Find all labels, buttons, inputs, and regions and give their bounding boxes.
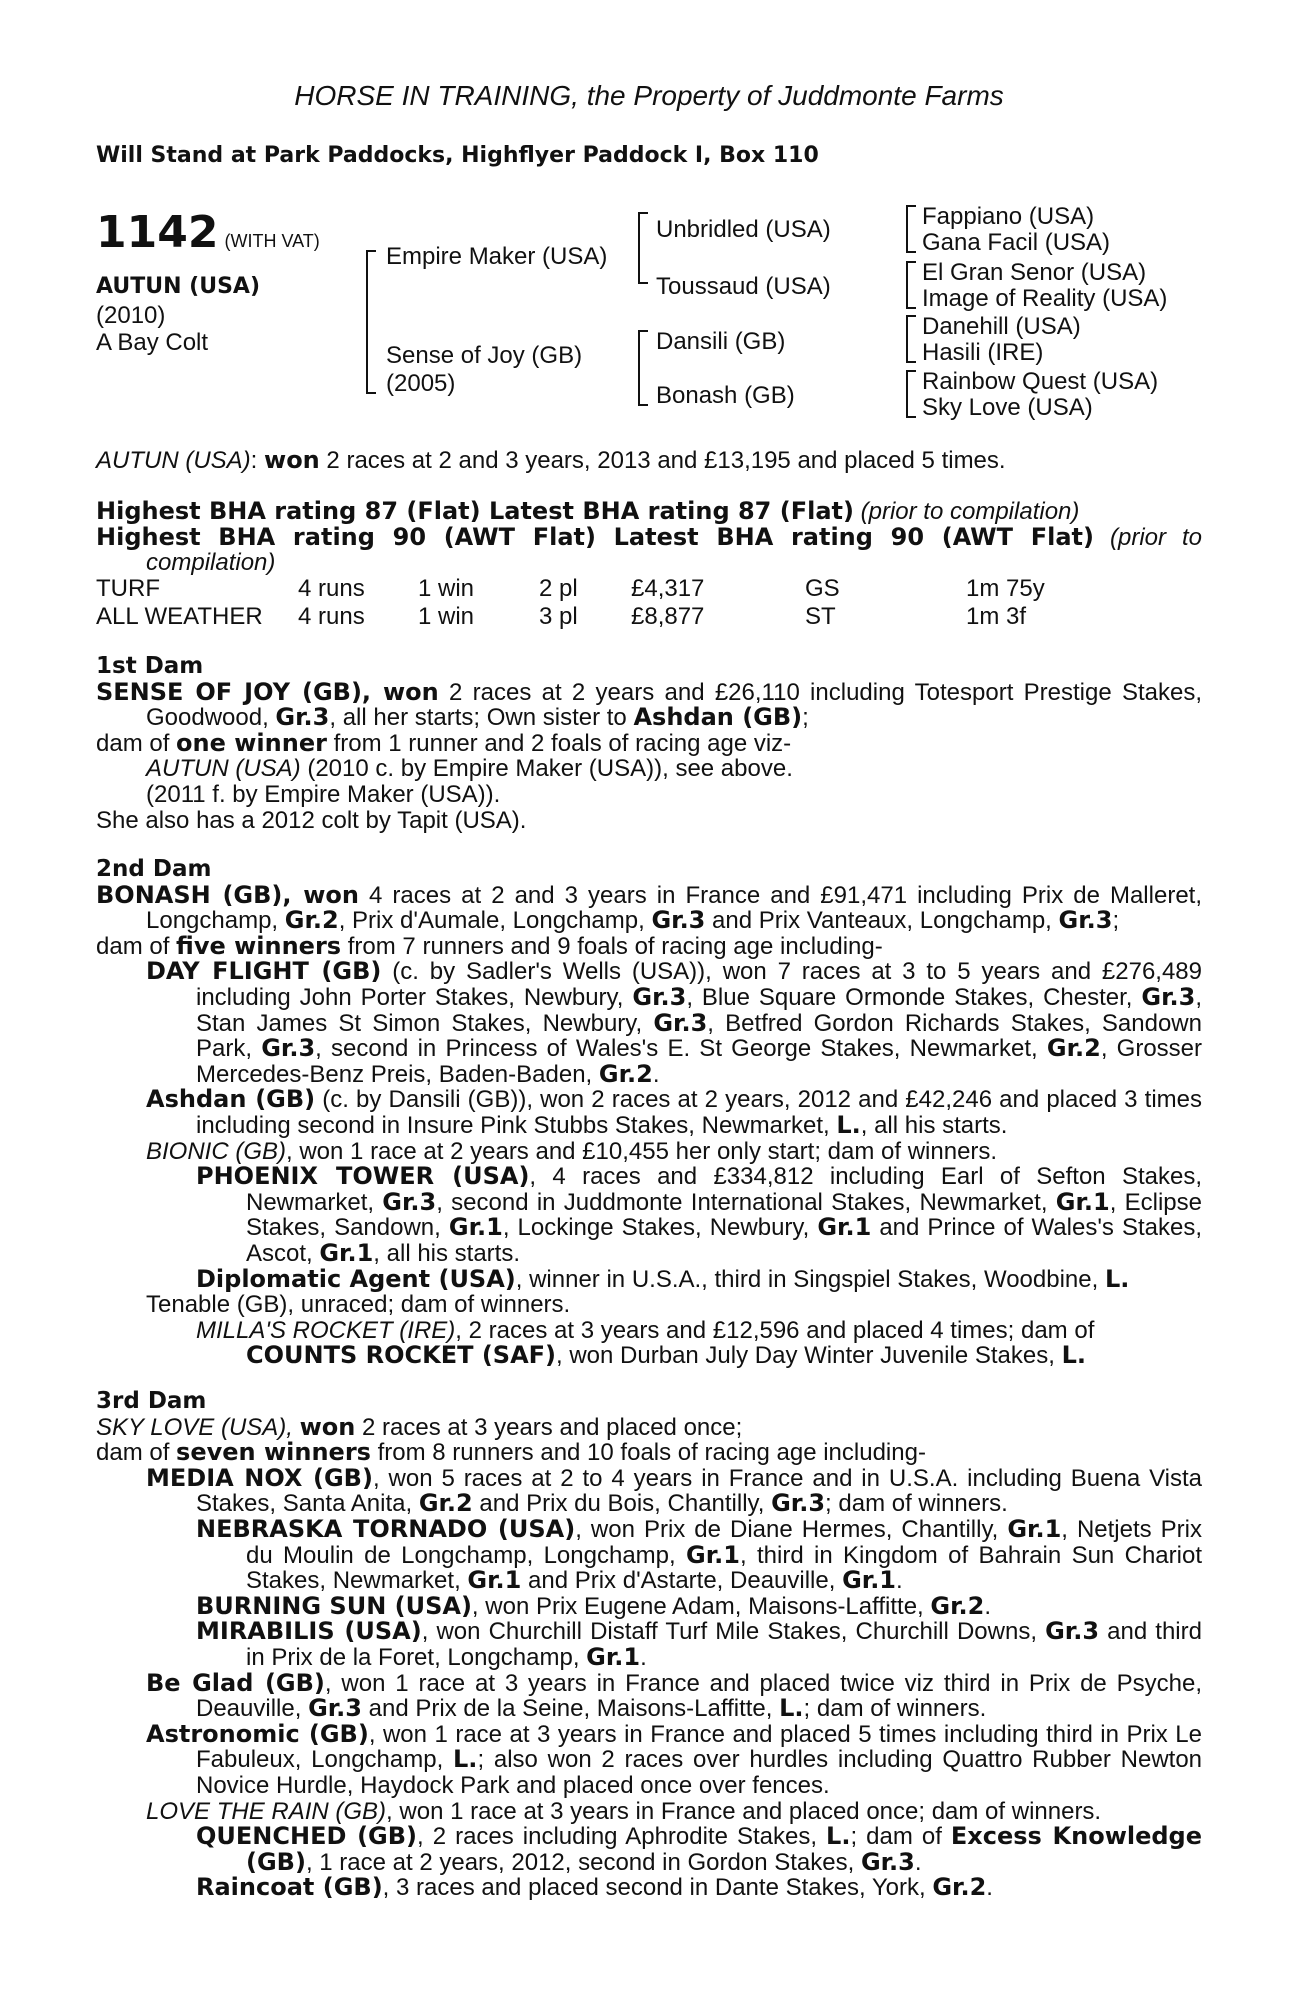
text-run: , winner in U.S.A., third in Singspiel Stakes, Woodbine, xyxy=(515,1265,1105,1293)
third-dam-grandproduce-entry xyxy=(96,1824,1202,1875)
text-run: Gr.2 xyxy=(1046,1034,1101,1063)
text-run: Gr.3 xyxy=(1058,906,1113,935)
first-dam-section xyxy=(96,654,1202,833)
text-run: PHOENIX TOWER (USA) xyxy=(196,1162,530,1191)
third-dam-section xyxy=(96,1389,1202,1901)
second-dam-produce-entry xyxy=(96,1087,1202,1138)
third-dam-produce-entry xyxy=(96,1463,1202,1518)
record-going: ST xyxy=(805,603,836,630)
text-run: , 4 races and £334,812 including Earl of Sefton Stakes, Newmarket, xyxy=(246,1163,1203,1216)
pedigree-bracket-dam xyxy=(638,330,648,406)
text-run: , Lockinge Stakes, Newbury, xyxy=(502,1214,818,1242)
race-summary xyxy=(96,448,1202,474)
text-run: ; also won 2 races over hurdles including Quattro Rubber Newton Novice Hurdle, Haydock Park and placed once over fences. xyxy=(196,1746,1203,1799)
pedigree-ds-dam: Hasili (IRE) xyxy=(922,339,1044,366)
text-run: Gr.3 xyxy=(860,1847,915,1876)
text-run: and Prince of Wales's Stakes, Ascot, xyxy=(246,1214,1202,1267)
text-run: from 1 runner and 2 foals of racing age viz- xyxy=(326,729,792,757)
text-run: seven winners xyxy=(176,1438,371,1467)
text-run: , 2 races at 3 years and £12,596 and placed 4 times; dam of xyxy=(455,1316,1095,1344)
text-run: Gr.2 xyxy=(930,1591,985,1620)
text-run: dam of xyxy=(96,1439,177,1467)
summary-text: 2 races at 2 and 3 years, 2013 and £13,195 and placed 5 times. xyxy=(319,447,1006,474)
third-dam-produce-entry xyxy=(96,1799,1202,1825)
text-run: Gr.3 xyxy=(632,982,687,1011)
text-run: Gr.3 xyxy=(382,1187,437,1216)
text-run: NEBRASKA TORNADO (USA) xyxy=(196,1514,576,1543)
text-run: . xyxy=(896,1567,903,1595)
text-run: COUNTS ROCKET (SAF) xyxy=(246,1341,557,1370)
record-runs: 4 runs xyxy=(298,603,365,630)
text-run: , third in Kingdom of Bahrain Sun Chariot Stakes, Newmarket, xyxy=(246,1541,1202,1595)
text-run: , won Prix Eugene Adam, Maisons-Laffitte, xyxy=(471,1592,931,1620)
text-run: 2 races at 3 years and placed once; xyxy=(355,1413,743,1441)
text-run: Gr.3 xyxy=(1045,1617,1100,1646)
text-run: Gr.1 xyxy=(586,1642,641,1671)
text-run: Excess Knowledge (GB) xyxy=(246,1822,1203,1876)
pedigree-dam-dam: Bonash (GB) xyxy=(656,382,795,409)
second-dam-produce-intro xyxy=(96,931,1202,960)
text-run: Gr.1 xyxy=(448,1213,503,1242)
record-surface: ALL WEATHER xyxy=(96,603,263,630)
pedigree-bracket-3a xyxy=(906,205,916,253)
record-placed: 3 pl xyxy=(539,603,578,630)
pedigree-bracket-3c xyxy=(906,315,916,363)
summary-horse-name: AUTUN (USA) xyxy=(96,447,251,474)
record-money: £8,877 xyxy=(631,603,705,630)
text-run: , 3 races and placed second in Dante Stakes, York, xyxy=(382,1874,933,1902)
text-run: , Netjets Prix du Moulin de Longchamp, Longchamp, xyxy=(246,1515,1202,1569)
record-row-all-weather xyxy=(96,603,1045,631)
text-run: Gr.1 xyxy=(467,1566,522,1595)
text-run: Gr.3 xyxy=(261,1034,316,1063)
record-distance: 1m 3f xyxy=(966,603,1027,630)
text-run: , Betfred Gordon Richards Stakes, Sandown Park, xyxy=(196,1009,1202,1063)
text-run: BONASH (GB), won xyxy=(96,880,359,909)
record-money: £4,317 xyxy=(631,575,705,602)
text-run: L. xyxy=(826,1822,851,1851)
text-run: , 2 races including Aphrodite Stakes, xyxy=(417,1823,827,1851)
text-run: Ashdan (GB) xyxy=(146,1085,316,1114)
text-run: DAY FLIGHT (GB) xyxy=(146,957,382,986)
text-run: Gr.1 xyxy=(817,1213,872,1242)
ratings-block xyxy=(96,499,1202,576)
record-runs: 4 runs xyxy=(298,575,365,602)
text-run: , won Durban July Day Winter Juvenile Stakes, xyxy=(556,1342,1062,1370)
text-run: L. xyxy=(453,1745,478,1774)
pedigree-sd-sire: El Gran Senor (USA) xyxy=(922,259,1147,286)
rating-awt: Highest BHA rating 90 (AWT Flat) Latest BHA rating 90 (AWT Flat) xyxy=(96,522,1094,551)
summary-won: won xyxy=(264,446,320,474)
text-run: , Eclipse Stakes, Sandown, xyxy=(246,1188,1202,1242)
text-run: dam of xyxy=(96,932,177,960)
second-dam-section xyxy=(96,857,1202,1369)
text-run: ; xyxy=(802,704,809,732)
summary-colon: : xyxy=(250,447,265,474)
text-run: , won 1 race at 3 years in France and placed 5 times including third in Prix Le Fabuleux, Longchamp, xyxy=(196,1720,1202,1774)
rating-flat: Highest BHA rating 87 (Flat) Latest BHA rating 87 (Flat) xyxy=(96,497,854,525)
text-run: , second in Princess of Wales's E. St George Stakes, Newmarket, xyxy=(315,1035,1047,1063)
text-run: L. xyxy=(836,1110,861,1139)
race-record-table xyxy=(96,575,1045,631)
horse-year: (2010) xyxy=(96,302,166,329)
text-run: LOVE THE RAIN (GB) xyxy=(146,1797,387,1825)
text-run: ; dam of xyxy=(850,1823,951,1851)
text-run: five winners xyxy=(176,931,342,960)
third-dam-produce-entry xyxy=(96,1668,1202,1723)
text-run: Gr.3 xyxy=(651,906,706,935)
text-run: Diplomatic Agent (USA) xyxy=(196,1264,516,1293)
pedigree-sire-dam: Toussaud (USA) xyxy=(656,273,831,300)
horse-name: AUTUN (USA) xyxy=(96,274,261,299)
text-run: and third in Prix de la Foret, Longchamp, xyxy=(246,1618,1202,1671)
pedigree-sd-dam: Image of Reality (USA) xyxy=(922,285,1168,312)
text-run: . xyxy=(640,1643,647,1671)
text-run: , all her starts; Own sister to xyxy=(329,704,634,732)
pedigree-ss-dam: Gana Facil (USA) xyxy=(922,229,1111,256)
pedigree-dam-sire: Dansili (GB) xyxy=(656,328,786,355)
text-run: L. xyxy=(1061,1341,1086,1370)
text-run: Be Glad (GB) xyxy=(146,1668,325,1697)
text-run: Gr.3 xyxy=(275,703,330,732)
text-run: Gr.2 xyxy=(284,906,339,935)
text-run: , won Churchill Distaff Turf Mile Stakes, Churchill Downs, xyxy=(421,1618,1046,1646)
text-run: Gr.1 xyxy=(1007,1514,1062,1543)
text-run: Astronomic (GB) xyxy=(146,1719,369,1748)
pedigree-bracket-3b xyxy=(906,261,916,309)
text-run: from 8 runners and 10 foals of racing age including- xyxy=(370,1439,926,1467)
vat-note: (WITH VAT) xyxy=(224,231,320,251)
stand-location: Will Stand at Park Paddocks, Highflyer Paddock I, Box 110 xyxy=(96,143,819,168)
text-run: , won 5 races at 2 to 4 years in France and in U.S.A. including Buena Vista Stakes, Santa Anita, xyxy=(196,1464,1202,1518)
pedigree-sire-sire: Unbridled (USA) xyxy=(656,216,831,243)
text-run: from 7 runners and 9 foals of racing age including- xyxy=(341,932,883,960)
text-run: Gr.1 xyxy=(1055,1187,1110,1216)
pedigree-ss-sire: Fappiano (USA) xyxy=(922,203,1095,230)
text-run: Gr.1 xyxy=(842,1566,897,1595)
first-dam-record xyxy=(96,677,1202,732)
text-run: , won Prix de Diane Hermes, Chantilly, xyxy=(575,1515,1008,1543)
text-run: BURNING SUN (USA) xyxy=(196,1591,472,1620)
text-run: (c. by Sadler's Wells (USA)), won 7 races at 3 to 5 years and £276,489 including John Porter Stakes, Newbury, xyxy=(196,958,1203,1011)
second-dam-produce-entry: Tenable (GB), unraced; dam of winners. xyxy=(146,1291,571,1319)
pedigree-dam-year: (2005) xyxy=(386,370,456,397)
horse-description: A Bay Colt xyxy=(96,329,209,356)
pedigree-bracket-gen1 xyxy=(366,250,376,394)
lot-number-line xyxy=(96,207,320,258)
text-run: 2 races at 2 years and £26,110 including Totesport Prestige Stakes, Goodwood, xyxy=(146,678,1202,732)
text-run: BIONIC (GB) xyxy=(146,1137,287,1165)
text-run: MIRABILIS (USA) xyxy=(196,1617,422,1646)
text-run: . xyxy=(914,1848,922,1876)
text-run: , 1 race at 2 years, 2012, second in Gordon Stakes, xyxy=(305,1848,861,1876)
page-title: HORSE IN TRAINING, the Property of Juddmonte Farms xyxy=(294,80,1004,111)
text-run: and Prix Vanteaux, Longchamp, xyxy=(705,907,1059,935)
text-run: and Prix du Bois, Chantilly, xyxy=(472,1490,772,1518)
second-dam-produce-entry xyxy=(96,1139,1202,1165)
text-run: Gr.3 xyxy=(1141,982,1196,1011)
text-run: 4 races at 2 and 3 years in France and £91,471 including Prix de Malleret, Longchamp, xyxy=(146,881,1202,935)
text-run: dam of xyxy=(96,729,177,757)
text-run: (c. by Dansili (GB)), won 2 races at 2 years, 2012 and £42,246 and placed 3 times including second in Insure Pink Stubbs Stakes, Newmarket, xyxy=(196,1086,1202,1139)
third-dam-grandproduce-entry xyxy=(96,1591,1202,1620)
text-run: . xyxy=(652,1060,660,1088)
pedigree-bracket-sire xyxy=(638,212,648,284)
pedigree-sire: Empire Maker (USA) xyxy=(386,243,608,270)
second-dam-grandproduce-entry xyxy=(96,1164,1202,1266)
first-dam-heading: 1st Dam xyxy=(96,653,204,679)
text-run: Gr.3 xyxy=(653,1008,708,1037)
text-run: , second in Juddmonte International Stakes, Newmarket, xyxy=(436,1188,1056,1216)
third-dam-grandproduce-entry xyxy=(96,1619,1202,1670)
text-run: Gr.2 xyxy=(932,1873,987,1902)
text-run: and Prix d'Astarte, Deauville, xyxy=(521,1567,843,1595)
record-placed: 2 pl xyxy=(539,575,578,602)
pedigree-ds-sire: Danehill (USA) xyxy=(922,313,1081,340)
first-dam-foal: (2011 f. by Empire Maker (USA)). xyxy=(146,780,501,808)
text-run: SENSE OF JOY (GB), won xyxy=(96,677,439,706)
second-dam-record xyxy=(96,880,1202,935)
lot-number: 1142 xyxy=(96,207,219,258)
second-dam-produce-entry xyxy=(96,1318,1202,1344)
text-run: L. xyxy=(779,1694,804,1723)
third-dam-grandproduce-entry xyxy=(96,1514,1202,1595)
text-run: MILLA'S ROCKET (IRE) xyxy=(196,1316,456,1344)
text-run: , Blue Square Ormonde Stakes, Chester, xyxy=(686,983,1142,1011)
rating-awt-note: (prior to compilation) xyxy=(146,523,1202,577)
second-dam-produce-entry xyxy=(96,959,1202,1087)
third-dam-grandproduce-entry xyxy=(96,1875,1202,1901)
text-run: . xyxy=(986,1874,993,1902)
first-dam-produce-intro xyxy=(96,728,1202,757)
text-run: , won 1 race at 2 years and £10,455 her only start; dam of winners. xyxy=(286,1137,998,1165)
record-wins: 1 win xyxy=(418,603,475,630)
pedigree-dam: Sense of Joy (GB) xyxy=(386,342,583,369)
text-run: SKY LOVE (USA), xyxy=(96,1413,300,1441)
text-run: Gr.1 xyxy=(686,1540,740,1569)
third-dam-heading: 3rd Dam xyxy=(96,1388,207,1414)
text-run: Gr.2 xyxy=(598,1059,653,1088)
text-run: , Grosser Mercedes-Benz Preis, Baden-Baden, xyxy=(196,1035,1203,1088)
pedigree-dd-dam: Sky Love (USA) xyxy=(922,394,1093,421)
record-surface: TURF xyxy=(96,575,160,602)
record-distance: 1m 75y xyxy=(966,575,1045,602)
text-run: , Stan James St Simon Stakes, Newbury, xyxy=(196,983,1203,1037)
text-run: , Prix d'Aumale, Longchamp, xyxy=(338,907,652,935)
record-going: GS xyxy=(805,575,840,602)
text-run: and Prix de la Seine, Maisons-Laffitte, xyxy=(362,1695,780,1723)
first-dam-note: She also has a 2012 colt by Tapit (USA). xyxy=(96,806,527,834)
text-run: , all his starts. xyxy=(860,1111,1008,1139)
text-run: ; dam of winners. xyxy=(825,1490,1008,1518)
text-run: one winner xyxy=(176,728,327,757)
third-dam-record xyxy=(96,1412,1202,1441)
pedigree-bracket-3d xyxy=(906,370,916,418)
text-run: AUTUN (USA) xyxy=(146,755,301,783)
text-run: Gr.1 xyxy=(319,1238,374,1267)
text-run: . xyxy=(984,1592,991,1620)
text-run: ; dam of winners. xyxy=(803,1695,987,1723)
text-run: won xyxy=(299,1412,356,1441)
text-run: , won 1 race at 3 years in France and placed once; dam of winners. xyxy=(386,1797,1102,1825)
second-dam-grandproduce-entry xyxy=(96,1264,1202,1293)
second-dam-grandproduce-entry xyxy=(96,1343,1202,1369)
text-run: ; xyxy=(1112,907,1120,935)
pedigree-dd-sire: Rainbow Quest (USA) xyxy=(922,368,1159,395)
text-run: Gr.3 xyxy=(771,1489,826,1518)
third-dam-produce-intro xyxy=(96,1440,1202,1466)
text-run: Gr.2 xyxy=(418,1489,473,1518)
text-run: , won 1 race at 3 years in France and placed twice viz third in Prix de Psyche, Deauville, xyxy=(196,1669,1202,1723)
text-run: L. xyxy=(1104,1264,1130,1293)
third-dam-produce-entry xyxy=(96,1719,1203,1799)
text-run: Gr.3 xyxy=(308,1694,362,1723)
text-run: , all his starts. xyxy=(373,1239,521,1267)
record-wins: 1 win xyxy=(418,575,475,602)
record-row-turf xyxy=(96,575,1045,603)
text-run: Raincoat (GB) xyxy=(196,1873,383,1902)
text-run: QUENCHED (GB) xyxy=(196,1822,418,1851)
first-dam-foal xyxy=(96,756,1202,782)
text-run: (2010 c. by Empire Maker (USA)), see above. xyxy=(300,755,793,783)
text-run: MEDIA NOX (GB) xyxy=(146,1463,373,1492)
rating-flat-note: (prior to compilation) xyxy=(853,498,1080,525)
second-dam-heading: 2nd Dam xyxy=(96,856,212,882)
text-run: Ashdan (GB) xyxy=(633,703,803,732)
